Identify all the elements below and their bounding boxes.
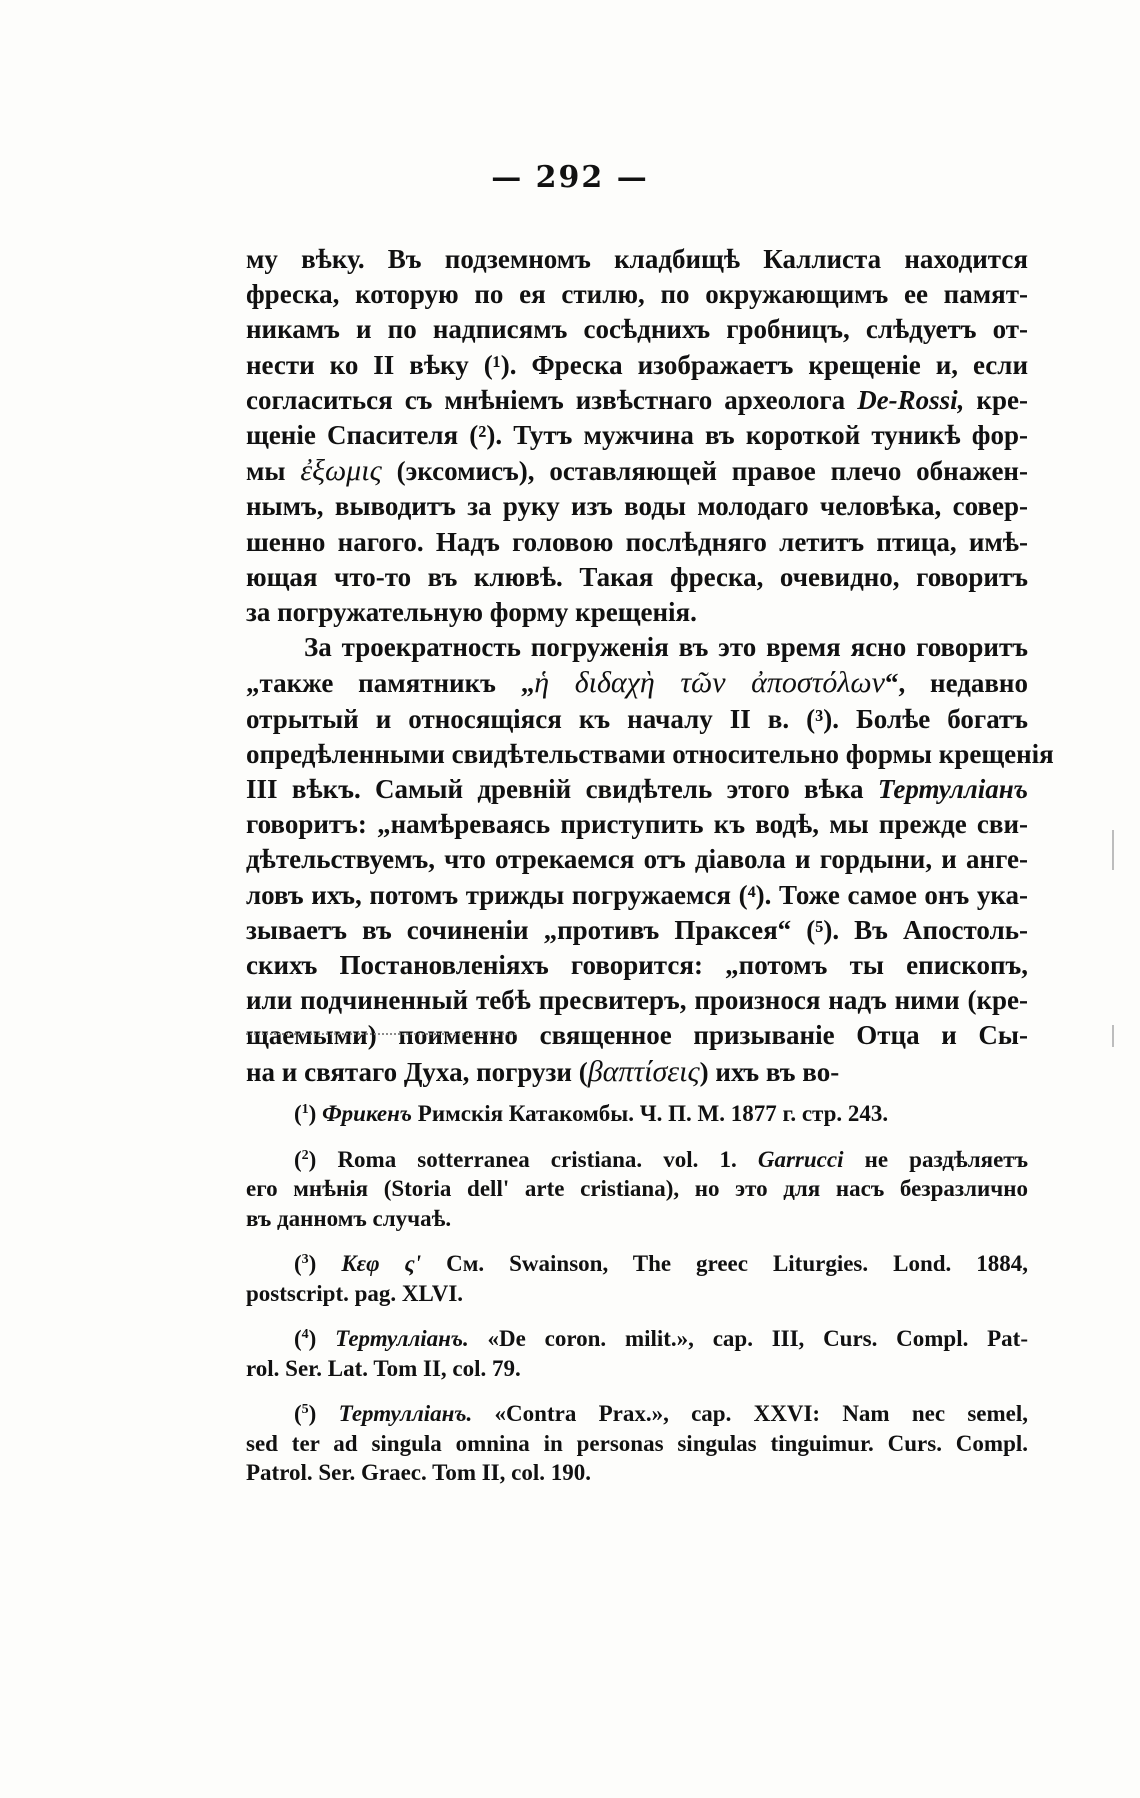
footnote [246, 1395, 1028, 1488]
text-line [246, 665, 1028, 701]
text-line: или подчиненный тебѣ пресвитеръ, произнося надъ ними (кре- [246, 985, 1028, 1016]
text-line: опредѣленными свидѣтельствами относительно формы крещенія [246, 738, 1054, 769]
text-line: му вѣку. Въ подземномъ кладбищѣ Каллиста находится [246, 244, 1028, 274]
greek-phrase: βαπτίσεις [587, 1054, 700, 1088]
text-run: Patrol. Ser. Graec. Tom II, col. 190. [246, 1460, 591, 1485]
footnote-marker: ($^2$) [294, 1146, 338, 1172]
italic-name: De-Rossi, [857, 384, 965, 415]
text-line: нымъ, выводитъ за руку изъ воды молодаго человѣка, совер- [246, 491, 1028, 522]
text-line: ловъ ихъ, потомъ трижды погружаемся (⁴). Тоже самое онъ ука- [246, 879, 1028, 910]
text-run: ) ихъ въ во- [699, 1056, 840, 1087]
text-line: за погружательную форму крещенія. [246, 597, 697, 628]
footnote [246, 1320, 1028, 1383]
footnote-number: 2 [301, 1147, 309, 1163]
text-run: «De coron. milit.», cap. III, Curs. Compl. Pat- [468, 1326, 1028, 1351]
footnote-line [246, 1245, 1028, 1279]
text-run: въ данномъ случаѣ. [246, 1205, 452, 1231]
text-line [246, 1054, 1028, 1090]
text-run: согласиться съ мнѣніемъ извѣстнаго археолога [246, 384, 858, 415]
footnote-marker: ($^3$) [294, 1251, 342, 1276]
footnote [246, 1095, 1028, 1129]
text-run: См. Swainson, The greec Liturgies. Lond. 1884, [421, 1251, 1028, 1276]
text-run: на и святаго Духа, погрузи ( [246, 1056, 588, 1087]
text-line: щаемыми) поименно священное призываніе Отца и Сы- [246, 1020, 1028, 1051]
italic-name: Тертулліанъ [877, 774, 1028, 805]
italic-name: Garrucci [757, 1146, 844, 1172]
greek-phrase: ἐξωμις [300, 454, 382, 488]
text-run: III вѣкъ. Самый древній свидѣтель этого вѣка [246, 774, 878, 805]
text-run: не раздѣляетъ [843, 1146, 1028, 1172]
footnote-number: 1 [301, 1102, 309, 1117]
text-line: говоритъ: „намѣреваясь приступить къ водѣ, мы прежде сви- [246, 809, 1028, 840]
footnote-marker: ($^4$) [294, 1326, 336, 1351]
footnote-line [246, 1458, 1028, 1488]
page-number: — 292 — [491, 160, 649, 195]
footnote-marker: ($^5$) [294, 1401, 339, 1426]
text-line: скихъ Постановленіяхъ говорится: „потомъ ты епископъ, [246, 950, 1028, 981]
italic-name: Фрикенъ [322, 1101, 413, 1126]
text-run: (эксомисъ), оставляющей правое плечо обнажен- [381, 456, 1028, 487]
text-line: зываетъ въ сочиненіи „противъ Праксея“ (⁵). Въ Апостоль- [246, 914, 1028, 945]
footnote-separator [246, 1033, 516, 1035]
italic-name: Тертулліанъ. [338, 1401, 473, 1426]
footnote-number: 5 [301, 1402, 309, 1417]
footnote-number: 4 [301, 1327, 309, 1342]
text-line: За троекратность погруженія въ это время ясно говоритъ [304, 632, 1028, 663]
footnote-line [246, 1429, 1028, 1459]
footnote-line [246, 1354, 1028, 1384]
footnotes [246, 1095, 1028, 1500]
footnote [246, 1245, 1028, 1308]
footnote-line [246, 1279, 1028, 1309]
text-line: фреска, которую по ея стилю, по окружающимъ ее памят- [246, 279, 1028, 310]
footnote-line [246, 1320, 1028, 1354]
text-line: нести ко II вѣку (¹). Фреска изображаетъ крещеніе и, если [246, 349, 1028, 380]
text-run: Римскія Катакомбы. Ч. П. М. 1877 г. стр. 243. [412, 1101, 889, 1126]
scan-edge-mark [1112, 830, 1114, 870]
text-line [246, 383, 1028, 418]
footnote-line [246, 1174, 1028, 1204]
text-run: его мнѣнія (Storia dell' arte cristiana), но это для насъ безразлично [246, 1176, 1028, 1201]
text-line: никамъ и по надписямъ сосѣднихъ гробницъ, слѣдуетъ от- [246, 314, 1028, 345]
italic-name: Κεφ ς' [341, 1251, 422, 1276]
footnote-line [246, 1141, 1028, 1175]
text-line [246, 772, 1028, 807]
text-run: sed ter ad singula omnina in personas singulas tinguimur. Curs. Compl. [246, 1430, 1028, 1456]
text-run: „также памятникъ „ [246, 668, 535, 699]
footnote-line [246, 1204, 1028, 1234]
text-run: «Contra Prax.», cap. XXVI: Nam nec semel, [472, 1401, 1028, 1426]
text-run: rol. Ser. Lat. Tom II, col. 79. [246, 1355, 521, 1381]
text-line [246, 453, 1028, 489]
text-line: ющая что-то въ клювѣ. Такая фреска, очевидно, говоритъ [246, 561, 1028, 592]
footnote-number: 3 [301, 1252, 309, 1267]
text-run: Roma sotterranea cristiana. vol. 1. [337, 1146, 758, 1172]
main-text [246, 242, 1054, 1090]
text-run: “, недавно [884, 668, 1028, 699]
footnote [246, 1141, 1028, 1234]
text-line: отрытый и относящіяся къ началу II в. (³). Болѣе богатъ [246, 703, 1028, 734]
text-run: postscript. pag. XLVI. [246, 1280, 464, 1306]
italic-name: Тертулліанъ. [335, 1326, 469, 1351]
text-line: дѣтельствуемъ, что отрекаемся отъ діавола и гордыни, и анге- [246, 844, 1028, 875]
footnote-line [246, 1095, 1028, 1129]
text-line: щеніе Спасителя (²). Тутъ мужчина въ короткой туникѣ фор- [246, 420, 1028, 451]
footnote-line [246, 1395, 1028, 1429]
greek-phrase: ἡ διδαχὴ τῶν ἀποστόλων [534, 666, 885, 700]
scan-edge-mark [1112, 1025, 1114, 1047]
footnote-marker: ($^1$) [294, 1101, 323, 1126]
text-line: шенно нагого. Надъ головою послѣдняго летитъ птица, имѣ- [246, 526, 1028, 557]
text-run: кре- [964, 384, 1028, 415]
text-run: мы [246, 456, 301, 487]
